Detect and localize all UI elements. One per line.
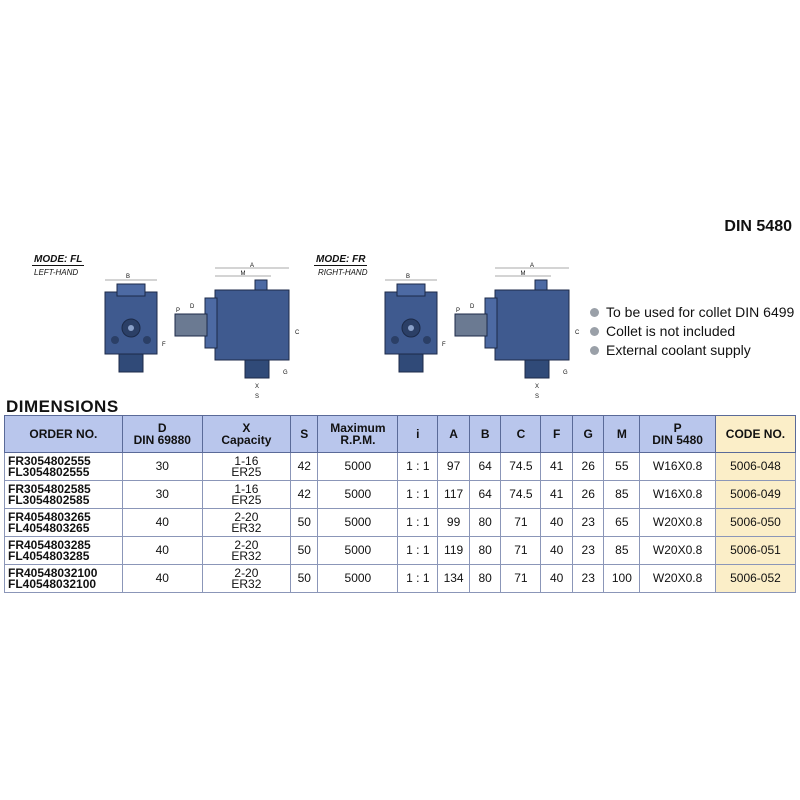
table-cell: 30: [122, 453, 202, 481]
note-text: External coolant supply: [606, 342, 751, 358]
table-cell: 1 : 1: [398, 537, 438, 565]
mode-fr-label: MODE: FR: [316, 254, 366, 265]
table-cell: 64: [469, 481, 501, 509]
standard-label: DIN 5480: [724, 218, 792, 235]
table-cell: W20X0.8: [640, 565, 716, 593]
table-cell: W16X0.8: [640, 453, 716, 481]
table-cell: 30: [122, 481, 202, 509]
dim-d-label: D: [190, 304, 195, 310]
bullet-icon: [590, 308, 599, 317]
table-cell: 5000: [318, 481, 398, 509]
table-cell: 74.5: [501, 453, 541, 481]
table-cell: 5006-050: [715, 509, 795, 537]
table-cell: FR4054803265 FL4054803265: [5, 509, 123, 537]
table-cell: 5006-051: [715, 537, 795, 565]
note-item: [590, 341, 794, 360]
table-cell: 40: [541, 565, 573, 593]
table-cell: 42: [291, 481, 318, 509]
dim-f-label: F: [162, 342, 166, 348]
table-cell: 23: [572, 565, 604, 593]
mode-fr-sublabel: RIGHT-HAND: [318, 268, 368, 277]
table-cell: FR3054802555 FL3054802555: [5, 453, 123, 481]
table-cell: 80: [469, 565, 501, 593]
dim-a-label: A: [249, 263, 255, 269]
table-cell: 2-20 ER32: [202, 537, 290, 565]
table-cell: 5006-048: [715, 453, 795, 481]
dim-f-label: F: [442, 342, 446, 348]
dim-m-label: M: [240, 271, 246, 277]
table-row: [5, 509, 796, 537]
dim-d-label: D: [470, 304, 475, 310]
table-cell: 40: [122, 537, 202, 565]
dim-c-label: C: [575, 330, 580, 336]
column-header: P DIN 5480: [640, 416, 716, 453]
table-cell: 134: [438, 565, 470, 593]
note-item: [590, 322, 794, 341]
dim-g-label: G: [563, 370, 568, 376]
dim-b-label: B: [125, 274, 131, 280]
note-item: [590, 303, 794, 322]
table-cell: 5000: [318, 509, 398, 537]
table-cell: 40: [541, 509, 573, 537]
column-header: X Capacity: [202, 416, 290, 453]
table-cell: W20X0.8: [640, 509, 716, 537]
table-cell: 80: [469, 537, 501, 565]
column-header: D DIN 69880: [122, 416, 202, 453]
tool-holder-drawing-left: [95, 262, 305, 402]
table-cell: 26: [572, 481, 604, 509]
table-cell: 50: [291, 565, 318, 593]
table-cell: 5000: [318, 537, 398, 565]
table-cell: W20X0.8: [640, 537, 716, 565]
table-cell: 50: [291, 509, 318, 537]
table-cell: 5006-052: [715, 565, 795, 593]
dimensions-table: [4, 415, 796, 593]
table-cell: FR3054802585 FL3054802585: [5, 481, 123, 509]
table-header-row: [5, 416, 796, 453]
column-header: A: [438, 416, 470, 453]
table-cell: 97: [438, 453, 470, 481]
column-header: Maximum R.P.M.: [318, 416, 398, 453]
table-cell: 80: [469, 509, 501, 537]
column-header: G: [572, 416, 604, 453]
table-cell: 117: [438, 481, 470, 509]
table-cell: 1 : 1: [398, 481, 438, 509]
column-header: B: [469, 416, 501, 453]
column-header: CODE NO.: [715, 416, 795, 453]
dim-s-label: S: [535, 394, 540, 400]
table-row: [5, 565, 796, 593]
bullet-icon: [590, 327, 599, 336]
table-cell: 2-20 ER32: [202, 509, 290, 537]
dim-s-label: S: [255, 394, 260, 400]
table-row: [5, 537, 796, 565]
table-cell: 119: [438, 537, 470, 565]
table-cell: 71: [501, 537, 541, 565]
column-header: F: [541, 416, 573, 453]
table-cell: 71: [501, 509, 541, 537]
table-cell: W16X0.8: [640, 481, 716, 509]
table-cell: 99: [438, 509, 470, 537]
table-cell: 1 : 1: [398, 565, 438, 593]
table-cell: 23: [572, 509, 604, 537]
table-cell: 42: [291, 453, 318, 481]
dim-b-label: B: [405, 274, 411, 280]
table-cell: 41: [541, 453, 573, 481]
feature-notes: [590, 303, 794, 360]
mode-fl-sublabel: LEFT-HAND: [34, 268, 79, 277]
dim-x-label: X: [255, 384, 260, 390]
mode-fl-label: MODE: FL: [34, 254, 83, 265]
dim-x-label: X: [535, 384, 540, 390]
table-cell: FR4054803285 FL4054803285: [5, 537, 123, 565]
note-text: To be used for collet DIN 6499: [606, 304, 795, 320]
dim-g-label: G: [283, 370, 288, 376]
table-cell: 40: [541, 537, 573, 565]
table-cell: 1 : 1: [398, 453, 438, 481]
table-cell: 2-20 ER32: [202, 565, 290, 593]
column-header: S: [291, 416, 318, 453]
table-cell: 5000: [318, 565, 398, 593]
column-header: C: [501, 416, 541, 453]
dim-m-label: M: [520, 271, 526, 277]
table-cell: FR40548032100 FL40548032100: [5, 565, 123, 593]
table-cell: 100: [604, 565, 640, 593]
table-cell: 71: [501, 565, 541, 593]
table-cell: 23: [572, 537, 604, 565]
table-cell: 55: [604, 453, 640, 481]
column-header: i: [398, 416, 438, 453]
dim-c-label: C: [295, 330, 300, 336]
table-row: [5, 481, 796, 509]
table-cell: 50: [291, 537, 318, 565]
column-header: ORDER NO.: [5, 416, 123, 453]
dim-a-label: A: [529, 263, 535, 269]
table-cell: 40: [122, 565, 202, 593]
table-cell: 1 : 1: [398, 509, 438, 537]
table-cell: 64: [469, 453, 501, 481]
column-header: M: [604, 416, 640, 453]
dim-p-label: P: [456, 308, 461, 314]
table-cell: 1-16 ER25: [202, 481, 290, 509]
table-row: [5, 453, 796, 481]
table-cell: 40: [122, 509, 202, 537]
table-cell: 85: [604, 537, 640, 565]
note-text: Collet is not included: [606, 323, 736, 339]
table-cell: 1-16 ER25: [202, 453, 290, 481]
table-cell: 5006-049: [715, 481, 795, 509]
table-cell: 65: [604, 509, 640, 537]
section-title: DIMENSIONS: [6, 397, 119, 416]
bullet-icon: [590, 346, 599, 355]
table-cell: 5000: [318, 453, 398, 481]
dim-p-label: P: [176, 308, 181, 314]
tool-holder-drawing-right: [375, 262, 585, 402]
table-cell: 41: [541, 481, 573, 509]
table-cell: 26: [572, 453, 604, 481]
table-cell: 85: [604, 481, 640, 509]
table-cell: 74.5: [501, 481, 541, 509]
